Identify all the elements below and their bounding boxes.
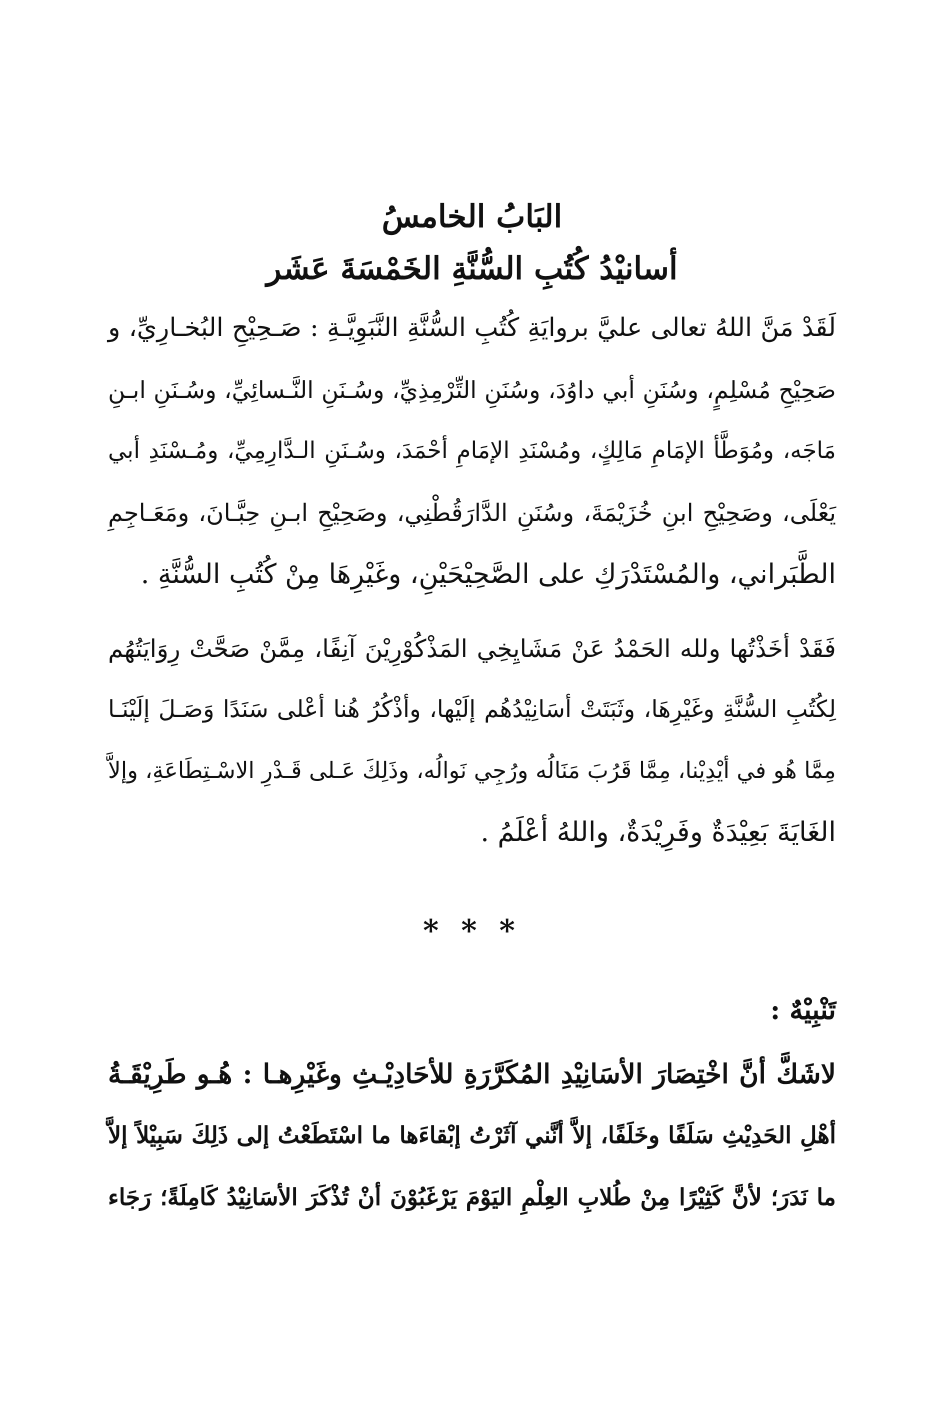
note-paragraph bbox=[108, 1044, 836, 1229]
paragraph-line: الطَّبَراني، والمُسْتَدْرَكِ على الصَّحِيْحَيْنِ، وغَيْرِهَا مِنْ كُتُبِ السُّنَّةِ . bbox=[140, 559, 836, 590]
paragraph-line: لِكُتُبِ السُّنَّةِ وغَيْرِهَا، وثَبَتَتْ أسَانِيْدُهُم إلَيْها، وأذْكُرُ هُنا أعْلى سَنَدًا وَصَـلَ إلَيْنَـا bbox=[108, 695, 836, 723]
chapter-header bbox=[108, 196, 836, 294]
paragraph-line: صَحِيْحِ مُسْلِمٍ، وسُنَنِ أبي داوُدَ، وسُنَنِ التِّرْمِذِيِّ، وسُـنَنِ النَّـسائِيِّ، وسُـنَنِ ابـنِ bbox=[108, 375, 836, 404]
chapter-subtitle: أسانيْدُ كُتُبِ السُّنَّةِ الخَمْسَةَ عَشَر bbox=[266, 251, 678, 287]
paragraph-line: مِمَّا هُو في أيْدِيْنا، مِمَّا قَرُبَ مَنَالُه ورُجِي نَوالُه، وذَلِكَ عَـلى قَـدْرِ الاسْـتِطَاعَةِ، وإلاَّ bbox=[108, 757, 836, 784]
paragraph-line: فَقَدْ أخَذْتُها ولله الحَمْدُ عَنْ مَشَايِخِي المَذْكُوْرِيْنَ آنِفًا، مِمَّنْ صَحَّتْ رِوَايَتُهُم bbox=[108, 633, 836, 663]
page-content bbox=[108, 196, 836, 1228]
paragraph-line: الغَايَةَ بَعِيْدَةٌ وفَرِيْدَةٌ، واللهُ أعْلَمُ . bbox=[480, 817, 836, 848]
paragraph-line: لَقَدْ مَنَّ اللهُ تعالى عليَّ بروايَةِ كُتُبِ السُّنَّةِ النَّبَوِيَّـةِ : صَـحِيْحِ البُخـارِيِّ، و bbox=[108, 313, 836, 343]
chapter-title: البَابُ الخامسُ bbox=[381, 199, 563, 235]
paragraph-line: مَاجَه، ومُوَطَّأ الإمَامِ مَالِكٍ، ومُسْنَدِ الإمَامِ أحْمَدَ، وسُـنَنِ الـدَّارِمِيِّ، ومُـسْنَدِ أبي bbox=[108, 438, 836, 464]
intro-paragraph bbox=[108, 298, 836, 606]
paragraph-line: ما نَدَرَ؛ لأنَّ كَثِيْرًا مِنْ طُلابِ العِلْمِ اليَوْمَ يَرْغَبُوْنَ أنْ تُذْكَرَ الأسَانِيْدُ كَامِلَةً؛ رَجَاء bbox=[108, 1183, 836, 1211]
second-paragraph bbox=[108, 618, 836, 864]
paragraph-line: يَعْلَى، وصَحِيْحِ ابنِ خُزَيْمَةَ، وسُنَنِ الدَّارَقُطْنِي، وصَحِيْحِ ابـنِ حِبَّـانَ، ومَعَـاجِمِ bbox=[108, 498, 836, 527]
paragraph-line: أهْلِ الحَدِيْثِ سَلَفًا وخَلَفًا، إلاَّ أنَّني آثَرْتُ إبْقاءَها ما اسْتَطَعْتُ إلى ذَلِكَ سَبِيْلاً إلاَّ bbox=[108, 1122, 836, 1149]
section-separator: * * * bbox=[423, 913, 521, 949]
note-heading: تَنْبِيْهٌ : bbox=[770, 994, 836, 1026]
paragraph-line: لاشَكَّ أنَّ اخْتِصَارَ الأسَانِيْدِ المُكَرَّرَةِ للأحَادِيْـثِ وغَيْرِهـا : هُـو طَرِيْقَـةُ bbox=[108, 1058, 836, 1090]
